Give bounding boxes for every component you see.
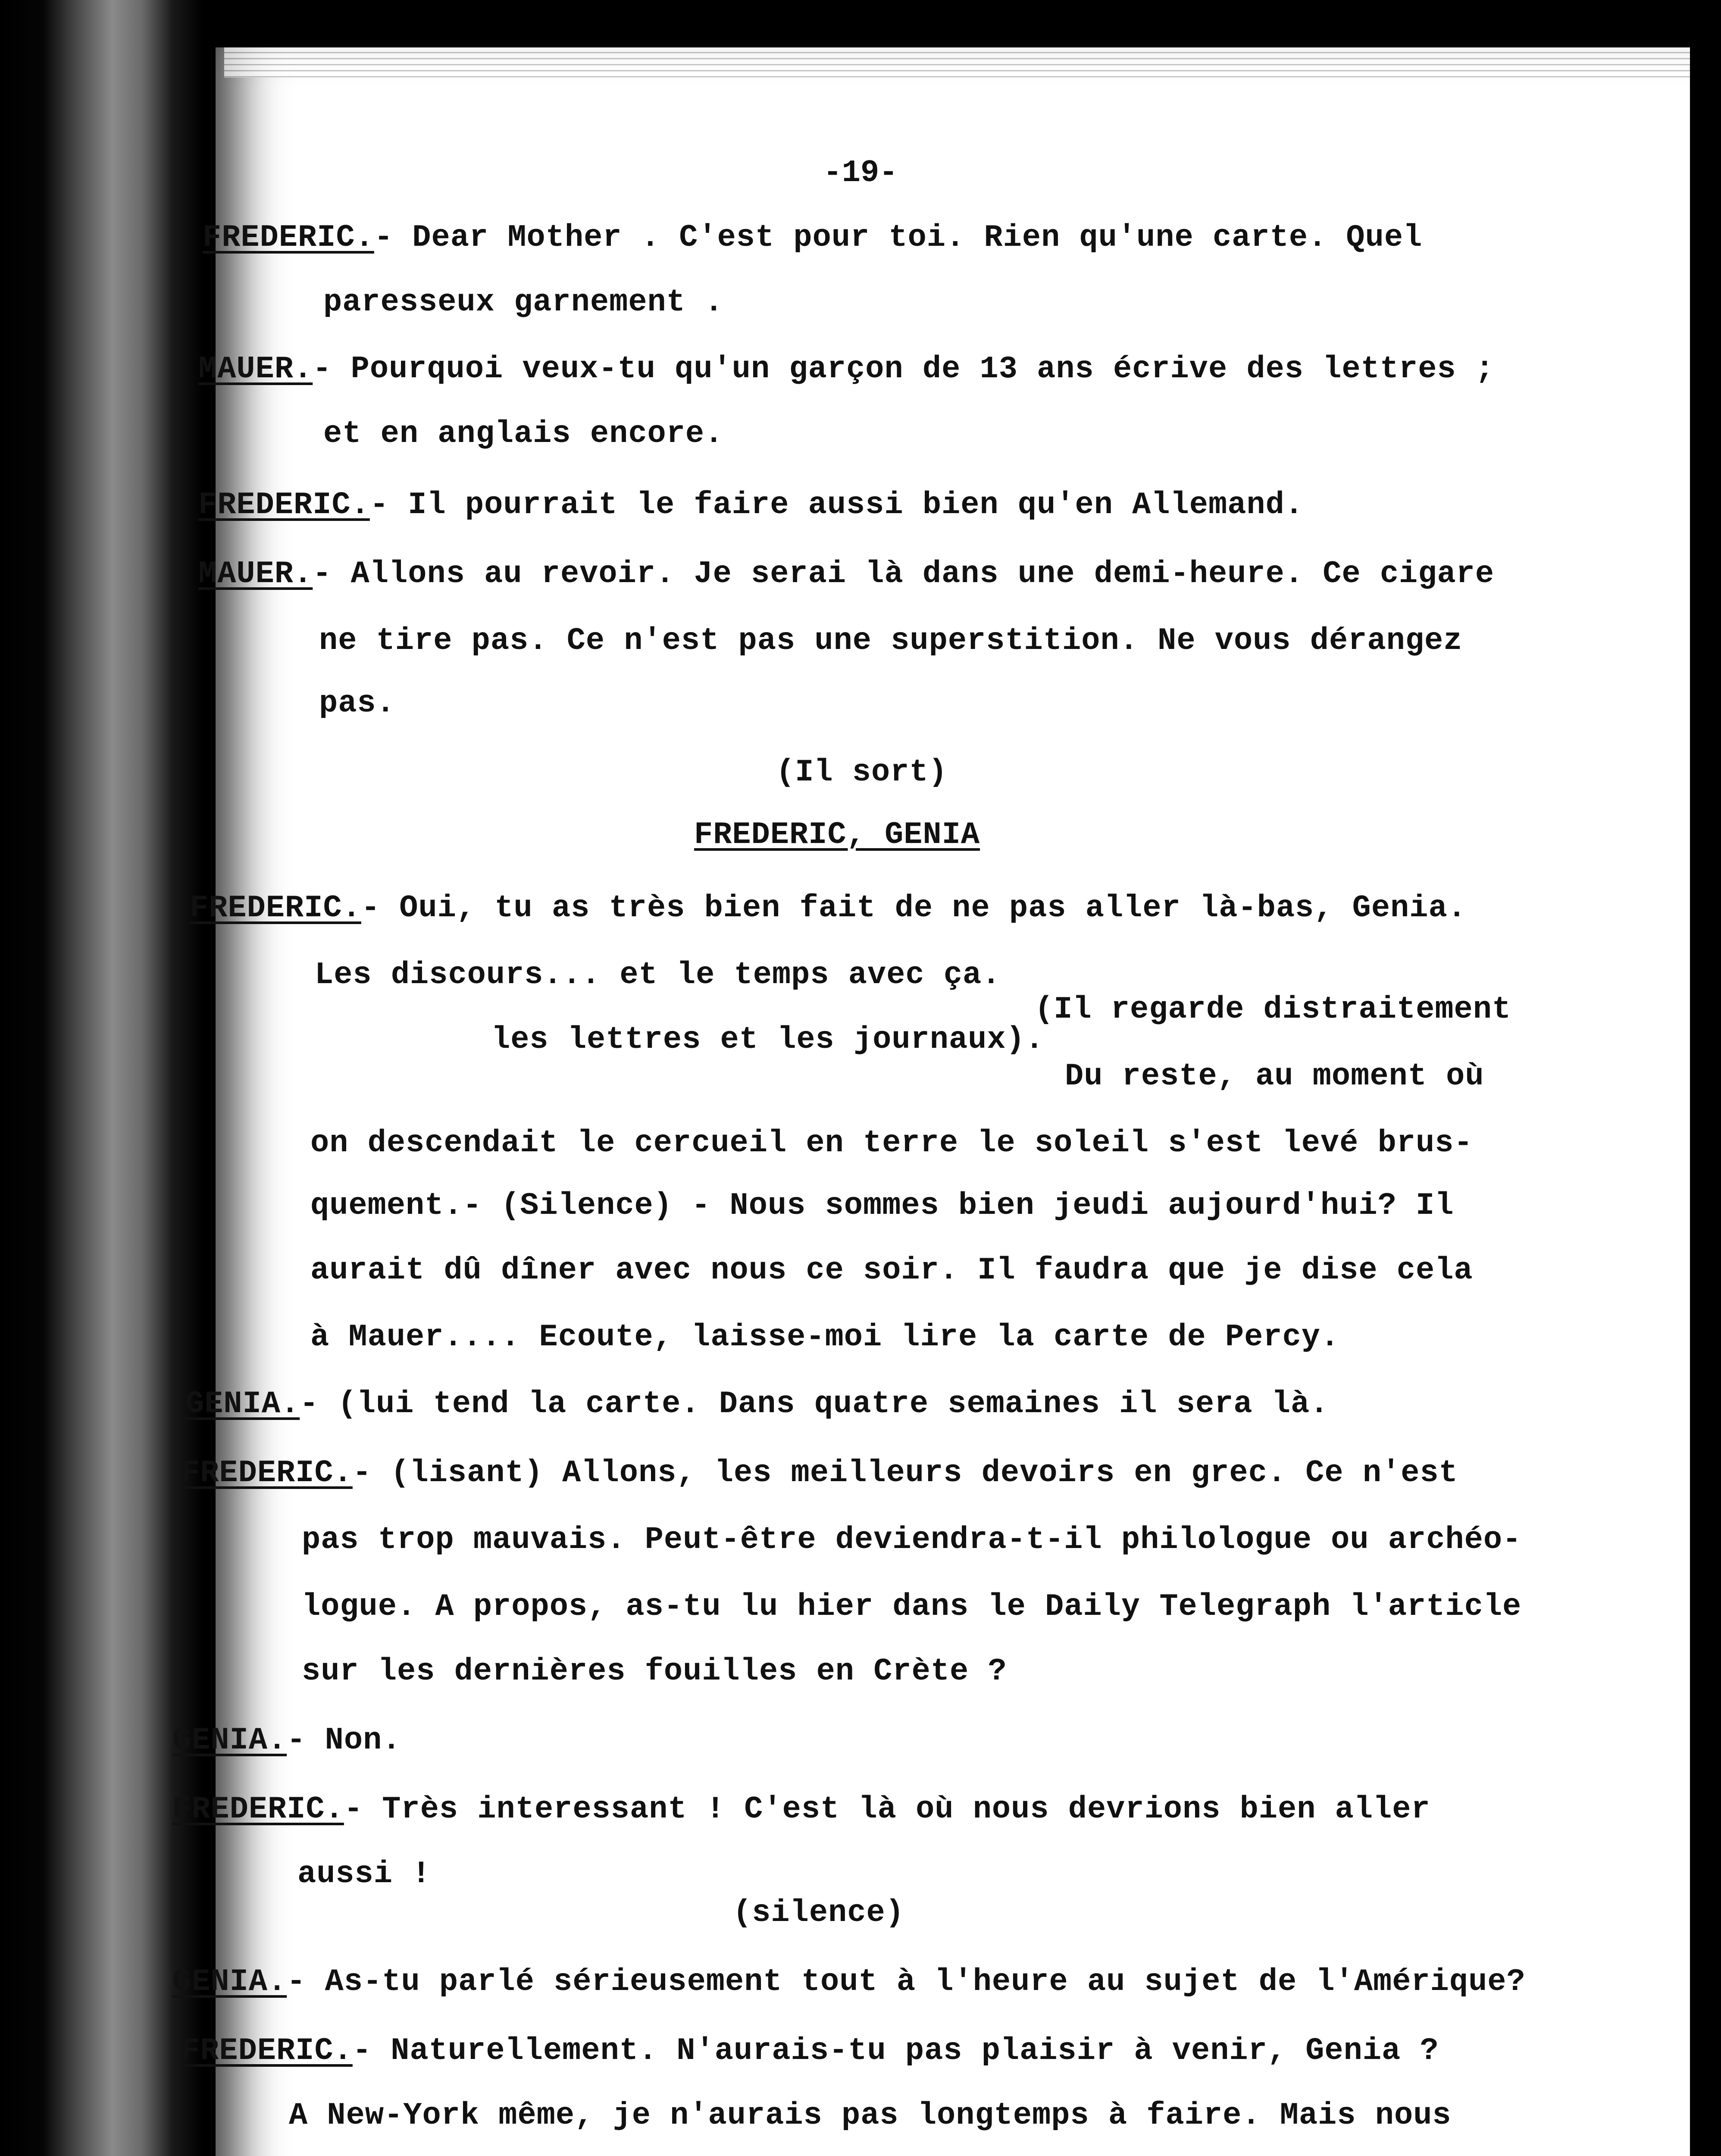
line-text: - As-tu parlé sérieusement tout à l'heure au sujet de l'Amérique? [287, 1964, 1526, 1999]
speaker-name: FREDERIC. [181, 1455, 353, 1491]
line-text: - Oui, tu as très bien fait de ne pas aller là-bas, Genia. [361, 890, 1467, 926]
speaker-name: FREDERIC. [190, 890, 361, 926]
line-text: quement.- (Silence) - Nous sommes bien jeudi aujourd'hui? Il [310, 1188, 1454, 1223]
line-text: aurait dû dîner avec nous ce soir. Il faudra que je dise cela [310, 1253, 1473, 1288]
speaker-name: FREDERIC. [172, 1792, 344, 1827]
dialogue-line [198, 556, 1495, 592]
dialogue-line [181, 1457, 1458, 1489]
line-text: et en anglais encore. [323, 416, 724, 451]
dialogue-line [172, 1966, 1526, 1997]
stage-direction [1035, 994, 1511, 1025]
dialogue-line [190, 890, 1467, 926]
dialogue-line [315, 957, 1001, 993]
dialogue-line [297, 1858, 431, 1890]
line-text: - Naturellement. N'aurais-tu pas plaisir à venir, Genia ? [352, 2033, 1439, 2068]
dialogue-line [323, 287, 723, 318]
dialogue-line [198, 351, 1495, 387]
page-stack-edge [224, 47, 1690, 78]
line-text: pas trop mauvais. Peut-être deviendra-t-il philologue ou archéo- [302, 1522, 1522, 1557]
line-text: - (lisant) Allons, les meilleurs devoirs en grec. Ce n'est [352, 1455, 1458, 1491]
line-text: - Allons au revoir. Je serai là dans une demi-heure. Ce cigare [313, 556, 1495, 592]
line-text: paresseux garnement . [323, 285, 724, 320]
speaker-name: FREDERIC. [203, 220, 374, 255]
line-text: logue. A propos, as-tu lu hier dans le Daily Telegraph l'article [302, 1589, 1522, 1624]
line-text: - Très interessant ! C'est là où nous devrions bien aller [344, 1792, 1430, 1827]
line-text: aussi ! [297, 1856, 431, 1892]
dialogue-line [323, 418, 723, 449]
dialogue-line [302, 1656, 1007, 1687]
dialogue-line [310, 1319, 1340, 1355]
dialogue-line [319, 688, 395, 719]
speaker-name: GENIA. [185, 1386, 300, 1422]
dialogue-line [198, 487, 1304, 523]
speaker-name: GENIA. [172, 1964, 287, 1999]
stage-direction [491, 1024, 1044, 1055]
line-text: Du reste, au moment où [1065, 1059, 1484, 1094]
line-text: (Il regarde distraitement [1035, 992, 1511, 1027]
line-text: les lettres et les journaux). [491, 1022, 1045, 1057]
line-text: pas. [319, 686, 395, 721]
line-text: (Il sort) [776, 755, 948, 790]
scan-left-edge [0, 0, 224, 2156]
speaker-name: FREDERIC. [198, 487, 370, 523]
line-text: sur les dernières fouilles en Crète ? [302, 1654, 1007, 1689]
dialogue-line [1065, 1061, 1484, 1092]
page-number: -19- [823, 155, 898, 191]
line-text: - Non. [287, 1723, 401, 1758]
line-text: on descendait le cercueil en terre le soleil s'est levé brus- [310, 1125, 1473, 1161]
dialogue-line [319, 625, 1462, 656]
dialogue-line [203, 222, 1422, 253]
stage-direction [733, 1897, 904, 1928]
dialogue-line [310, 1125, 1473, 1161]
stage-direction [776, 757, 948, 788]
speaker-name: MAUER. [198, 351, 313, 387]
dialogue-line [310, 1255, 1473, 1286]
scene-heading [694, 819, 980, 850]
dialogue-line [310, 1190, 1454, 1221]
dialogue-line [181, 2035, 1439, 2066]
dialogue-line [185, 1388, 1329, 1420]
line-text: - Il pourrait le faire aussi bien qu'en Allemand. [369, 487, 1304, 523]
dialogue-line [302, 1591, 1521, 1622]
dialogue-line [289, 2100, 1452, 2131]
line-text: - (lui tend la carte. Dans quatre semaines il sera là. [300, 1386, 1329, 1422]
line-text: Les discours... et le temps avec ça. [315, 957, 1001, 993]
line-text: (silence) [733, 1895, 904, 1930]
dialogue-line [172, 1725, 401, 1756]
line-text: ne tire pas. Ce n'est pas une superstition. Ne vous dérangez [319, 623, 1463, 658]
speaker-name: GENIA. [172, 1723, 287, 1758]
line-text: A New-York même, je n'aurais pas longtemps à faire. Mais nous [289, 2098, 1452, 2133]
line-text: à Mauer.... Ecoute, laisse-moi lire la carte de Percy. [310, 1319, 1340, 1355]
line-text: - Pourquoi veux-tu qu'un garçon de 13 ans écrive des lettres ; [313, 351, 1495, 387]
speaker-name: FREDERIC. [181, 2033, 353, 2068]
speaker-name: MAUER. [198, 556, 313, 592]
line-text: FREDERIC, GENIA [694, 817, 980, 852]
dialogue-line [172, 1794, 1430, 1825]
dialogue-line [302, 1524, 1521, 1555]
line-text: - Dear Mother . C'est pour toi. Rien qu'une carte. Quel [374, 220, 1423, 255]
